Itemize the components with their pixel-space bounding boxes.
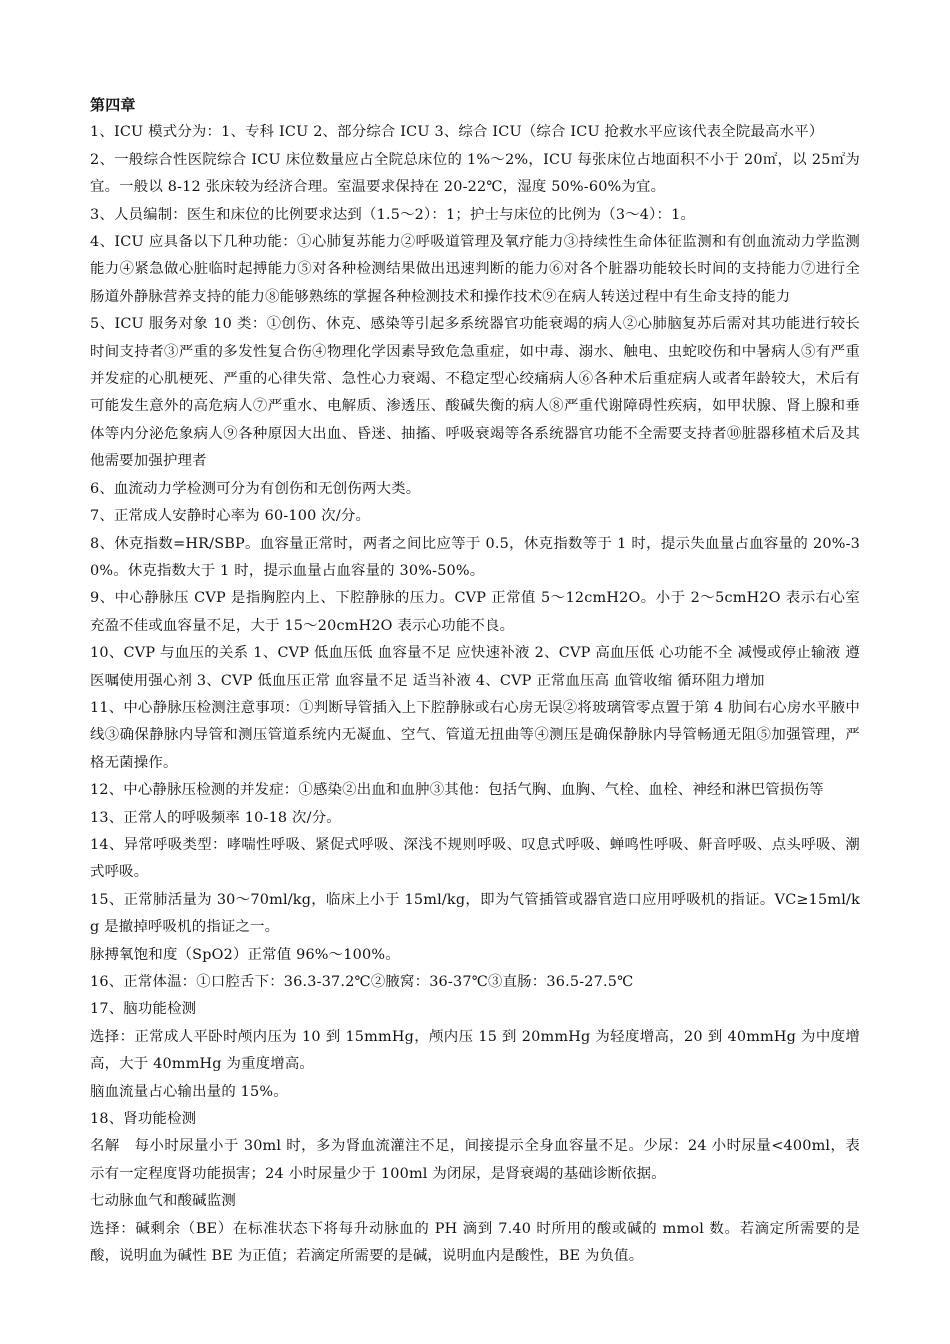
paragraph-13: 13、正常人的呼吸频率 10-18 次/分。 [90,809,341,826]
paragraph-12: 12、中心静脉压检测的并发症：①感染②出血和血肿③其他：包括气胸、血胸、气栓、血栓、神经和淋巴管损伤等 [90,782,824,799]
paragraph-18-term: 名解 每小时尿量小于 30ml 时，多为肾血流灌注不足，间接提示全身血容量不足。少尿：24 小时尿量<400ml，表示有一定程度肾功能损害；24 小时尿量少于 100ml 为闭尿，是肾衰竭的基础诊断依据。 [90,1138,860,1182]
paragraph-3: 3、人员编制：医生和床位的比例要求达到（1.5～2）：1；护士与床位的比例为（3～4）：1。 [90,206,696,223]
paragraph-2: 2、一般综合性医院综合 ICU 床位数量应占全院总床位的 1%～2%，ICU 每张床位占地面积不小于 20㎡，以 25㎡为宜。一般以 8-12 张床较为经济合理。室温要求保持在 20-22℃，湿度 50%-60%为宜。 [90,151,860,196]
document-page [90,92,860,1270]
section-18-heading: 18、肾功能检测 [90,1111,197,1128]
chapter-title: 第四章 [90,96,136,114]
paragraph-spo2: 脉搏氧饱和度（SpO2）正常值 96%～100%。 [90,946,400,963]
paragraph-6: 6、血流动力学检测可分为有创伤和无创伤两大类。 [90,480,421,497]
section-7-heading: 七动脉血气和酸碱监测 [90,1193,236,1210]
paragraph-11: 11、中心静脉压检测注意事项：①判断导管插入上下腔静脉或右心房无误②将玻璃管零点置于第 4 肋间右心房水平腋中线③确保静脉内导管和测压管道系统内无凝血、空气、管道无扭曲等④测压是确保静脉内导管畅通无阻⑤加强管理，严格无菌操作。 [90,699,860,771]
paragraph-4: 4、ICU 应具备以下几种功能：①心肺复苏能力②呼吸道管理及氧疗能力③持续性生命体征监测和有创血流动力学监测能力④紧急做心脏临时起搏能力⑤对各种检测结果做出迅速判断的能力⑥对各个脏器功能较长时间的支持能力⑦进行全肠道外静脉营养支持的能力⑧能够熟练的掌握各种检测技术和操作技术⑨在病人转送过程中有生命支持的能力 [90,234,860,305]
paragraph-17-bloodflow: 脑血流量占心输出量的 15%。 [90,1083,288,1100]
paragraph-10: 10、CVP 与血压的关系 1、CVP 低血压低 血容量不足 应快速补液 2、CVP 高血压低 心功能不全 减慢或停止输液 遵医嘱使用强心剂 3、CVP 低血压正常 血容量不足 适当补液 4、CVP 正常血压高 血管收缩 循环阻力增加 [90,645,860,689]
paragraph-9: 9、中心静脉压 CVP 是指胸腔内上、下腔静脉的压力。CVP 正常值 5～12cmH2O。小于 2～5cmH2O 表示右心室充盈不佳或血容量不足，大于 15～20cmH2O 表示心功能不良。 [90,590,860,634]
paragraph-1: 1、ICU 模式分为：1、专科 ICU 2、部分综合 ICU 3、综合 ICU（综合 ICU 抢救水平应该代表全院最高水平） [90,124,824,141]
paragraph-be-choice: 选择：碱剩余（BE）在标准状态下将每升动脉血的 PH 滴到 7.40 时所用的酸或碱的 mmol 数。若滴定所需要的是酸，说明血为碱性 BE 为正值；若滴定所需要的是碱，说明血内是酸性，BE 为负值。 [90,1220,860,1265]
paragraph-7: 7、正常成人安静时心率为 60-100 次/分。 [90,508,371,525]
paragraph-17-choice: 选择：正常成人平卧时颅内压为 10 到 15mmHg，颅内压 15 到 20mmHg 为轻度增高，20 到 40mmHg 为中度增高，大于 40mmHg 为重度增高。 [90,1028,860,1073]
paragraph-8: 8、休克指数=HR/SBP。血容量正常时，两者之间比应等于 0.5，休克指数等于 1 时，提示失血量占血容量的 20%-30%。休克指数大于 1 时，提示血量占血容量的 30%-50%。 [90,535,860,579]
paragraph-15: 15、正常肺活量为 30～70ml/kg，临床上小于 15ml/kg，即为气管插管或器官造口应用呼吸机的指证。VC≥15ml/kg 是撤掉呼吸机的指证之一。 [90,891,860,936]
paragraph-16: 16、正常体温：①口腔舌下：36.3-37.2℃②腋窝：36-37℃③直肠：36.5-27.5℃ [90,974,634,990]
paragraph-14: 14、异常呼吸类型：哮喘性呼吸、紧促式呼吸、深浅不规则呼吸、叹息式呼吸、蝉鸣性呼吸、鼾音呼吸、点头呼吸、潮式呼吸。 [90,836,860,881]
section-17-heading: 17、脑功能检测 [90,1001,197,1018]
paragraph-5: 5、ICU 服务对象 10 类：①创伤、休克、感染等引起多系统器官功能衰竭的病人②心肺脑复苏后需对其功能进行较长时间支持者③严重的多发性复合伤④物理化学因素导致危急重症，如中毒、溺水、触电、虫蛇咬伤和中暑病人⑤有严重并发症的心肌梗死、严重的心律失常、急性心力衰竭、不稳定型心绞痛病人⑥各种术后重症病人或者年龄较大，术后有可能发生意外的高危病人⑦严重水、电解质、渗透压、酸碱失衡的病人⑧严重代谢障碍性疾病，如甲状腺、肾上腺和垂体等内分泌危象病人⑨各种原因大出血、昏迷、抽搐、呼吸衰竭等各系统器官功能不全需要支持者⑩脏器移植术后及其他需要加强护理者 [90,316,860,470]
